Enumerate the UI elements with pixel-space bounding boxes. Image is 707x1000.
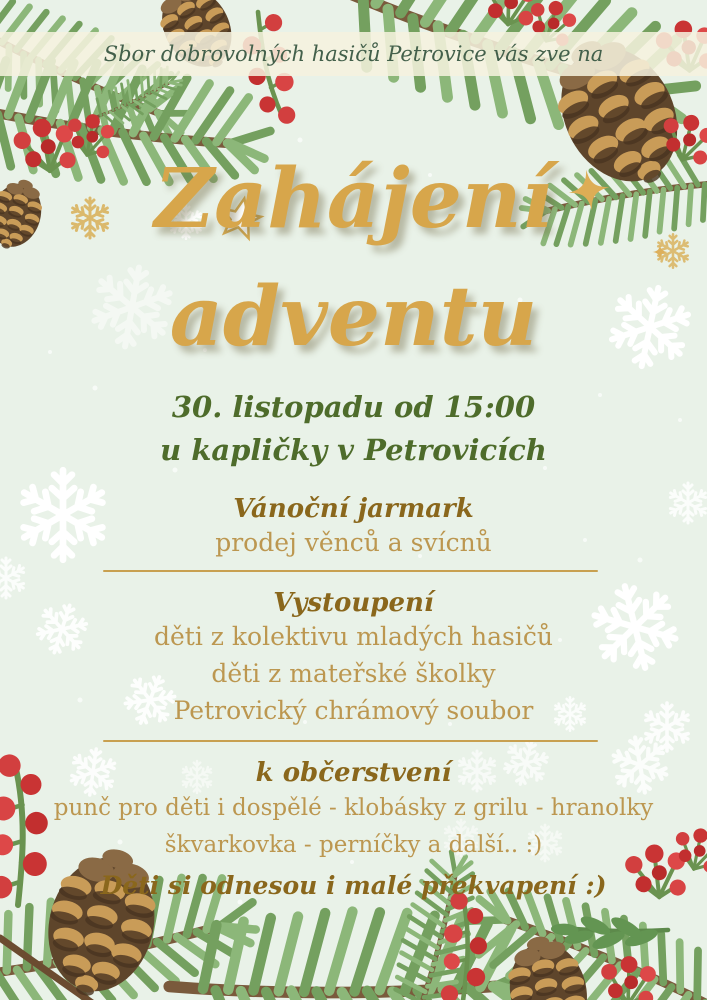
section-obcerstveni-heading: k občerstvení [255, 758, 452, 788]
section-jarmark-heading: Vánoční jarmark [233, 494, 474, 524]
schedule-place: u kapličky v Petrovicích [160, 433, 547, 467]
section-vystoupeni-line-2: děti z mateřské školky [211, 659, 496, 688]
schedule-date: 30. listopadu od 15:00 [171, 390, 536, 424]
banner-text: Sbor dobrovolných hasičů Petrovice vás zve na [103, 42, 604, 66]
section-vystoupeni-heading: Vystoupení [273, 588, 434, 618]
section-vystoupeni-line-1: děti z kolektivu mladých hasičů [154, 622, 553, 651]
section-obcerstveni-line-1: punč pro děti i dospělé - klobásky z grilu - hranolky [53, 795, 654, 821]
title-line-2: adventu [169, 269, 538, 365]
section-jarmark-line: prodej věnců a svícnů [215, 528, 492, 557]
section-obcerstveni-line-2: škvarkovka - perníčky a další.. :) [164, 832, 543, 858]
footer-text: Děti si odnesou i malé překvapení :) [100, 871, 607, 900]
title-line-1: Zahájení [154, 151, 553, 247]
section-vystoupeni-line-3: Petrovický chrámový soubor [173, 696, 534, 725]
